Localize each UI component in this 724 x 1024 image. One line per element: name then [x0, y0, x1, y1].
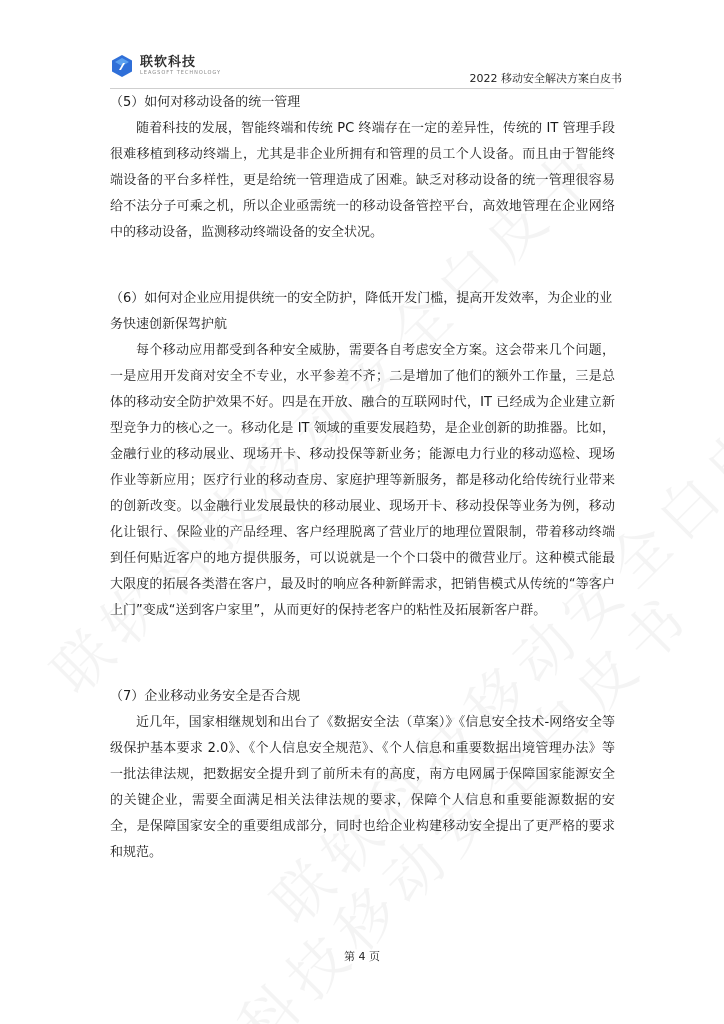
logo-name: 联软科技	[140, 54, 197, 70]
page-header	[0, 0, 724, 90]
section-paragraph: 近几年，国家相继规划和出台了《数据安全法（草案）》《信息安全技术-网络安全等级保护基本要求 2.0》、《个人信息安全规范》、《个人信息和重要数据出境管理办法》等一批法律法规，把数据安全提升到了前所未有的高度，南方电网属于保障国家能源安全的关键企业，需要全面满足相关法律法规的要求，保障个人信息和重要能源数据的安全，是保障国家安全的重要组成部分，同时也给企业构建移动安全提出了更严格的要求和规范。	[110, 715, 615, 860]
section-paragraph: 每个移动应用都受到各种安全威胁，需要各自考虑安全方案。这会带来几个问题，一是应用开发商对安全不专业，水平参差不齐；二是增加了他们的额外工作量，三是总体的移动安全防护效果不好。四是在开放、融合的互联网时代，IT 已经成为企业建立新型竞争力的核心之一。移动化是 IT 领域的重要发展趋势，是企业创新的助推器。比如，金融行业的移动展业、现场开卡、移动投保等新业务；能源电力行业的移动巡检、现场作业等新应用；医疗行业的移动查房、家庭护理等新服务，都是移动化给传统行业带来的创新改变。以金融行业发展最快的移动展业、现场开卡、移动投保等业务为例，移动化让银行、保险业的产品经理、客户经理脱离了营业厅的地理位置限制，带着移动终端到任何贴近客户的地方提供服务，可以说就是一个个口袋中的微营业厅。这种模式能最大限度的拓展各类潜在客户，最及时的响应各种新鲜需求，把销售模式从传统的“等客户上门”变成“送到客户家里”，从而更好的保持老客户的粘性及拓展新客户群。	[110, 343, 615, 618]
page-number: 第 4 页	[344, 950, 380, 963]
section-6	[110, 286, 615, 624]
section-7	[110, 684, 615, 866]
header-divider	[110, 88, 614, 89]
logo-subtitle: LEAGSOFT TECHNOLOGY	[140, 69, 222, 76]
logo-mark-icon	[110, 54, 134, 78]
section-title: （6）如何对企业应用提供统一的安全防护，降低开发门槛，提高开发效率，为企业的业务快速创新保驾护航	[110, 291, 613, 332]
document-title: 2022 移动安全解决方案白皮书	[469, 72, 622, 85]
section-5	[110, 90, 615, 246]
section-title: （5）如何对移动设备的统一管理	[110, 95, 301, 110]
section-paragraph: 随着科技的发展，智能终端和传统 PC 终端存在一定的差异性，传统的 IT 管理手段很难移植到移动终端上，尤其是非企业所拥有和管理的员工个人设备。而且由于智能终端设备的平台多样性，更是给统一管理造成了困难。缺乏对移动设备的统一管理很容易给不法分子可乘之机，所以企业亟需统一的移动设备管控平台，高效地管理在企业网络中的移动设备，监测移动终端设备的安全状况。	[110, 121, 615, 240]
company-logo	[110, 54, 221, 78]
section-title: （7）企业移动业务安全是否合规	[110, 689, 301, 704]
